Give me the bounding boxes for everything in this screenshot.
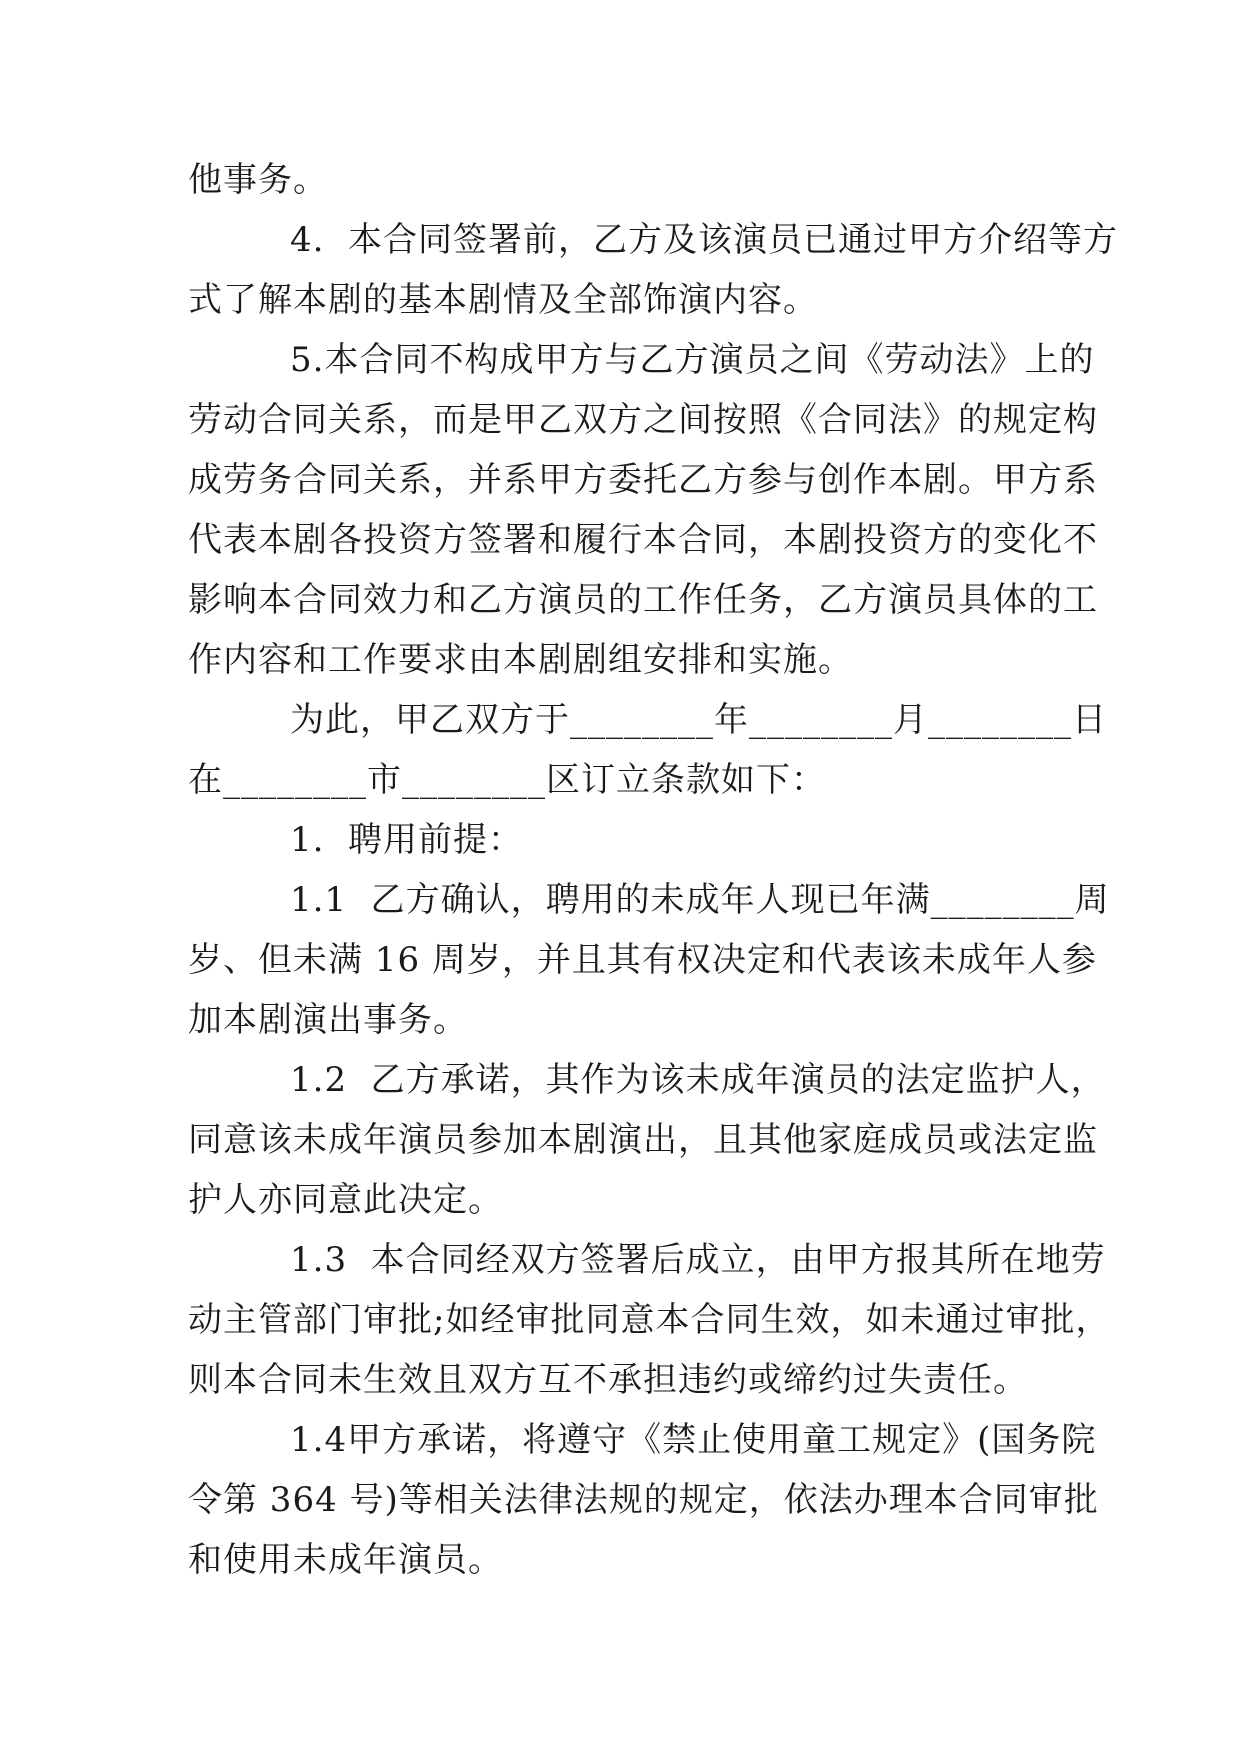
text-line: 影响本合同效力和乙方演员的工作任务，乙方演员具体的工 — [188, 580, 1098, 620]
text-line: 和使用未成年演员。 — [188, 1540, 503, 1580]
text-line: 为此，甲乙双方于________年________月________日 — [290, 700, 1107, 740]
text-line: 劳动合同关系，而是甲乙双方之间按照《合同法》的规定构 — [188, 400, 1098, 440]
text-line: 1.2 乙方承诺，其作为该未成年演员的法定监护人， — [290, 1060, 1106, 1100]
text-line: 式了解本剧的基本剧情及全部饰演内容。 — [188, 280, 818, 320]
contract-text — [188, 150, 1119, 1590]
text-line: 5.本合同不构成甲方与乙方演员之间《劳动法》上的 — [290, 340, 1095, 380]
text-line: 4. 本合同签署前，乙方及该演员已通过甲方介绍等方 — [290, 220, 1119, 260]
text-line: 代表本剧各投资方签署和履行本合同，本剧投资方的变化不 — [188, 520, 1098, 560]
text-line: 作内容和工作要求由本剧剧组安排和实施。 — [188, 640, 853, 680]
text-line: 在________市________区订立条款如下： — [188, 760, 826, 800]
text-line: 他事务。 — [188, 160, 328, 200]
text-line: 令第 364 号)等相关法律法规的规定，依法办理本合同审批 — [188, 1480, 1099, 1520]
text-line: 1. 聘用前提： — [290, 820, 524, 860]
text-line: 1.4甲方承诺，将遵守《禁止使用童工规定》(国务院 — [290, 1420, 1097, 1460]
text-line: 则本合同未生效且双方互不承担违约或缔约过失责任。 — [188, 1360, 1028, 1400]
text-line: 1.3 本合同经双方签署后成立，由甲方报其所在地劳 — [290, 1240, 1106, 1280]
text-line: 护人亦同意此决定。 — [188, 1180, 503, 1220]
text-line: 加本剧演出事务。 — [188, 1000, 468, 1040]
text-line: 成劳务合同关系，并系甲方委托乙方参与创作本剧。甲方系 — [188, 460, 1098, 500]
text-line: 1.1 乙方确认，聘用的未成年人现已年满________周 — [290, 880, 1110, 920]
text-line: 同意该未成年演员参加本剧演出，且其他家庭成员或法定监 — [188, 1120, 1098, 1160]
text-line: 岁、但未满 16 周岁，并且其有权决定和代表该未成年人参 — [188, 940, 1097, 980]
text-line: 动主管部门审批;如经审批同意本合同生效，如未通过审批， — [188, 1300, 1111, 1340]
